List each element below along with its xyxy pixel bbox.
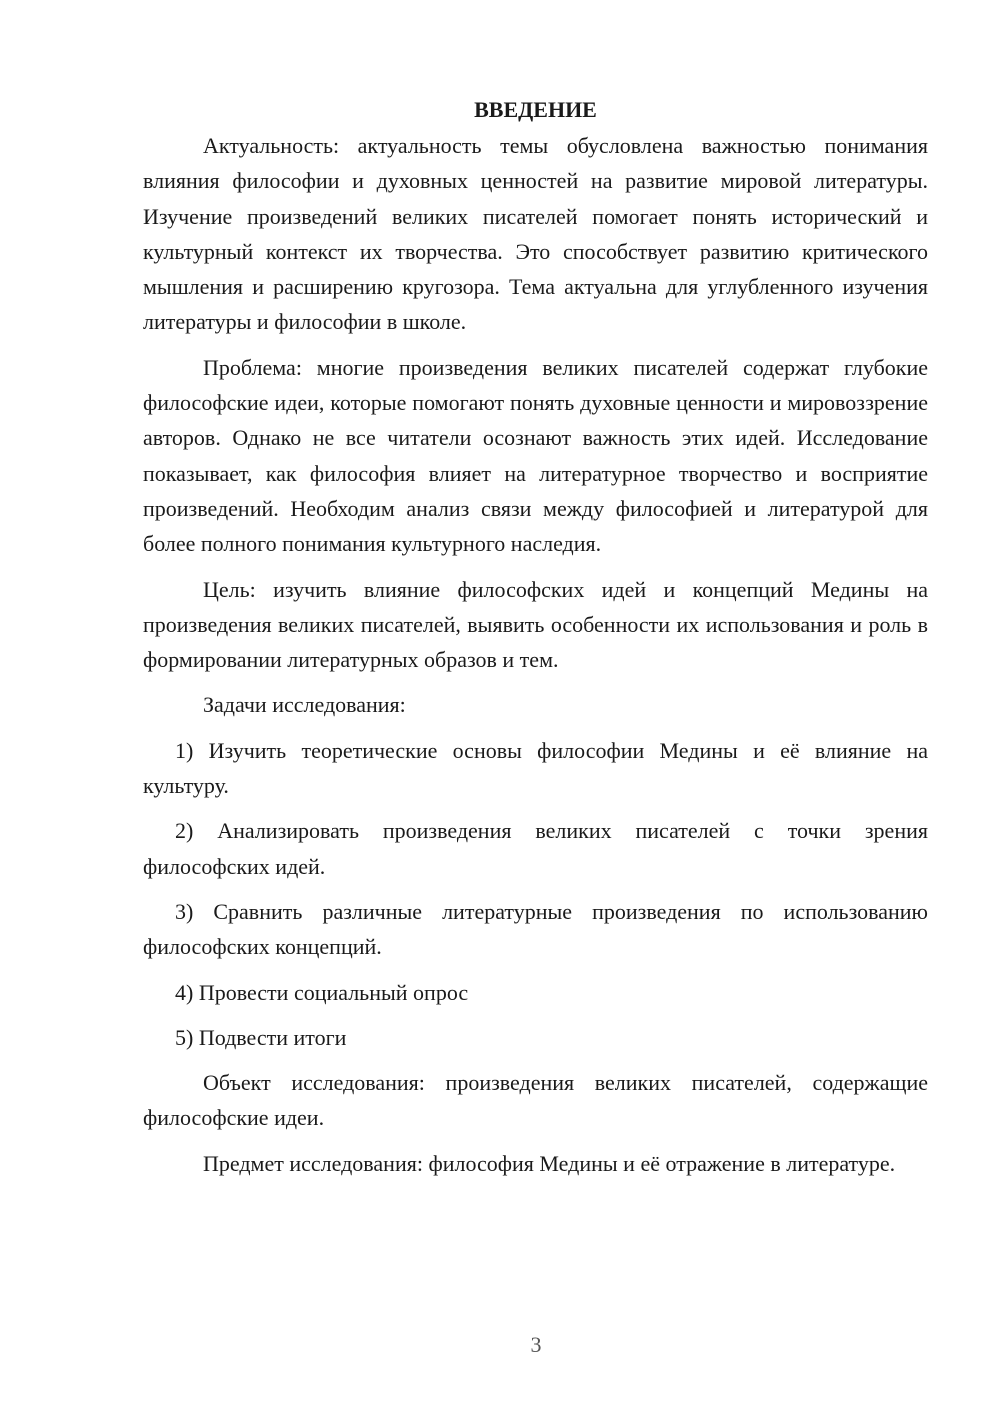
task-item-3: 3) Сравнить различные литературные произведения по использованию философских концепций. — [143, 898, 928, 960]
section-title: ВВЕДЕНИЕ — [474, 97, 597, 122]
object-paragraph: Объект исследования: произведения великих писателей, содержащие философские идеи. — [143, 1070, 928, 1131]
document-page — [143, 92, 928, 1191]
problem-paragraph: Проблема: многие произведения великих писателей содержат глубокие философские идеи, которые помогают понять духовные ценности и мировоззрение авторов. Однако не все читатели осознают важность этих идей. Исследование показывает, как философия влияет на литературное творчество и восприятие произведений. Необходим анализ связи между философией и литературой для более полного понимания культурного наследия. — [143, 354, 928, 557]
page-number: 3 — [530, 1332, 542, 1357]
task-item-5: 5) Подвести итоги — [175, 1024, 347, 1050]
task-item-1: 1) Изучить теоретические основы философии Медины и её влияние на культуру. — [143, 737, 928, 799]
goal-paragraph: Цель: изучить влияние философских идей и концепций Медины на произведения великих писателей, выявить особенности их использования и роль в формировании литературных образов и тем. — [143, 576, 928, 673]
task-item-4: 4) Провести социальный опрос — [175, 979, 469, 1005]
tasks-heading: Задачи исследования: — [203, 692, 406, 718]
relevance-paragraph: Актуальность: актуальность темы обусловлена важностью понимания влияния философии и духовных ценностей на развитие мировой литературы. Изучение произведений великих писателей помогает понять исторический и культурный контекст их творчества. Это способствует развитию критического мышления и расширению кругозора. Тема актуальна для углубленного изучения литературы и философии в школе. — [143, 133, 928, 335]
task-item-2: 2) Анализировать произведения великих писателей с точки зрения философских идей. — [143, 818, 928, 879]
subject-paragraph: Предмет исследования: философия Медины и её отражение в литературе. — [203, 1150, 896, 1176]
